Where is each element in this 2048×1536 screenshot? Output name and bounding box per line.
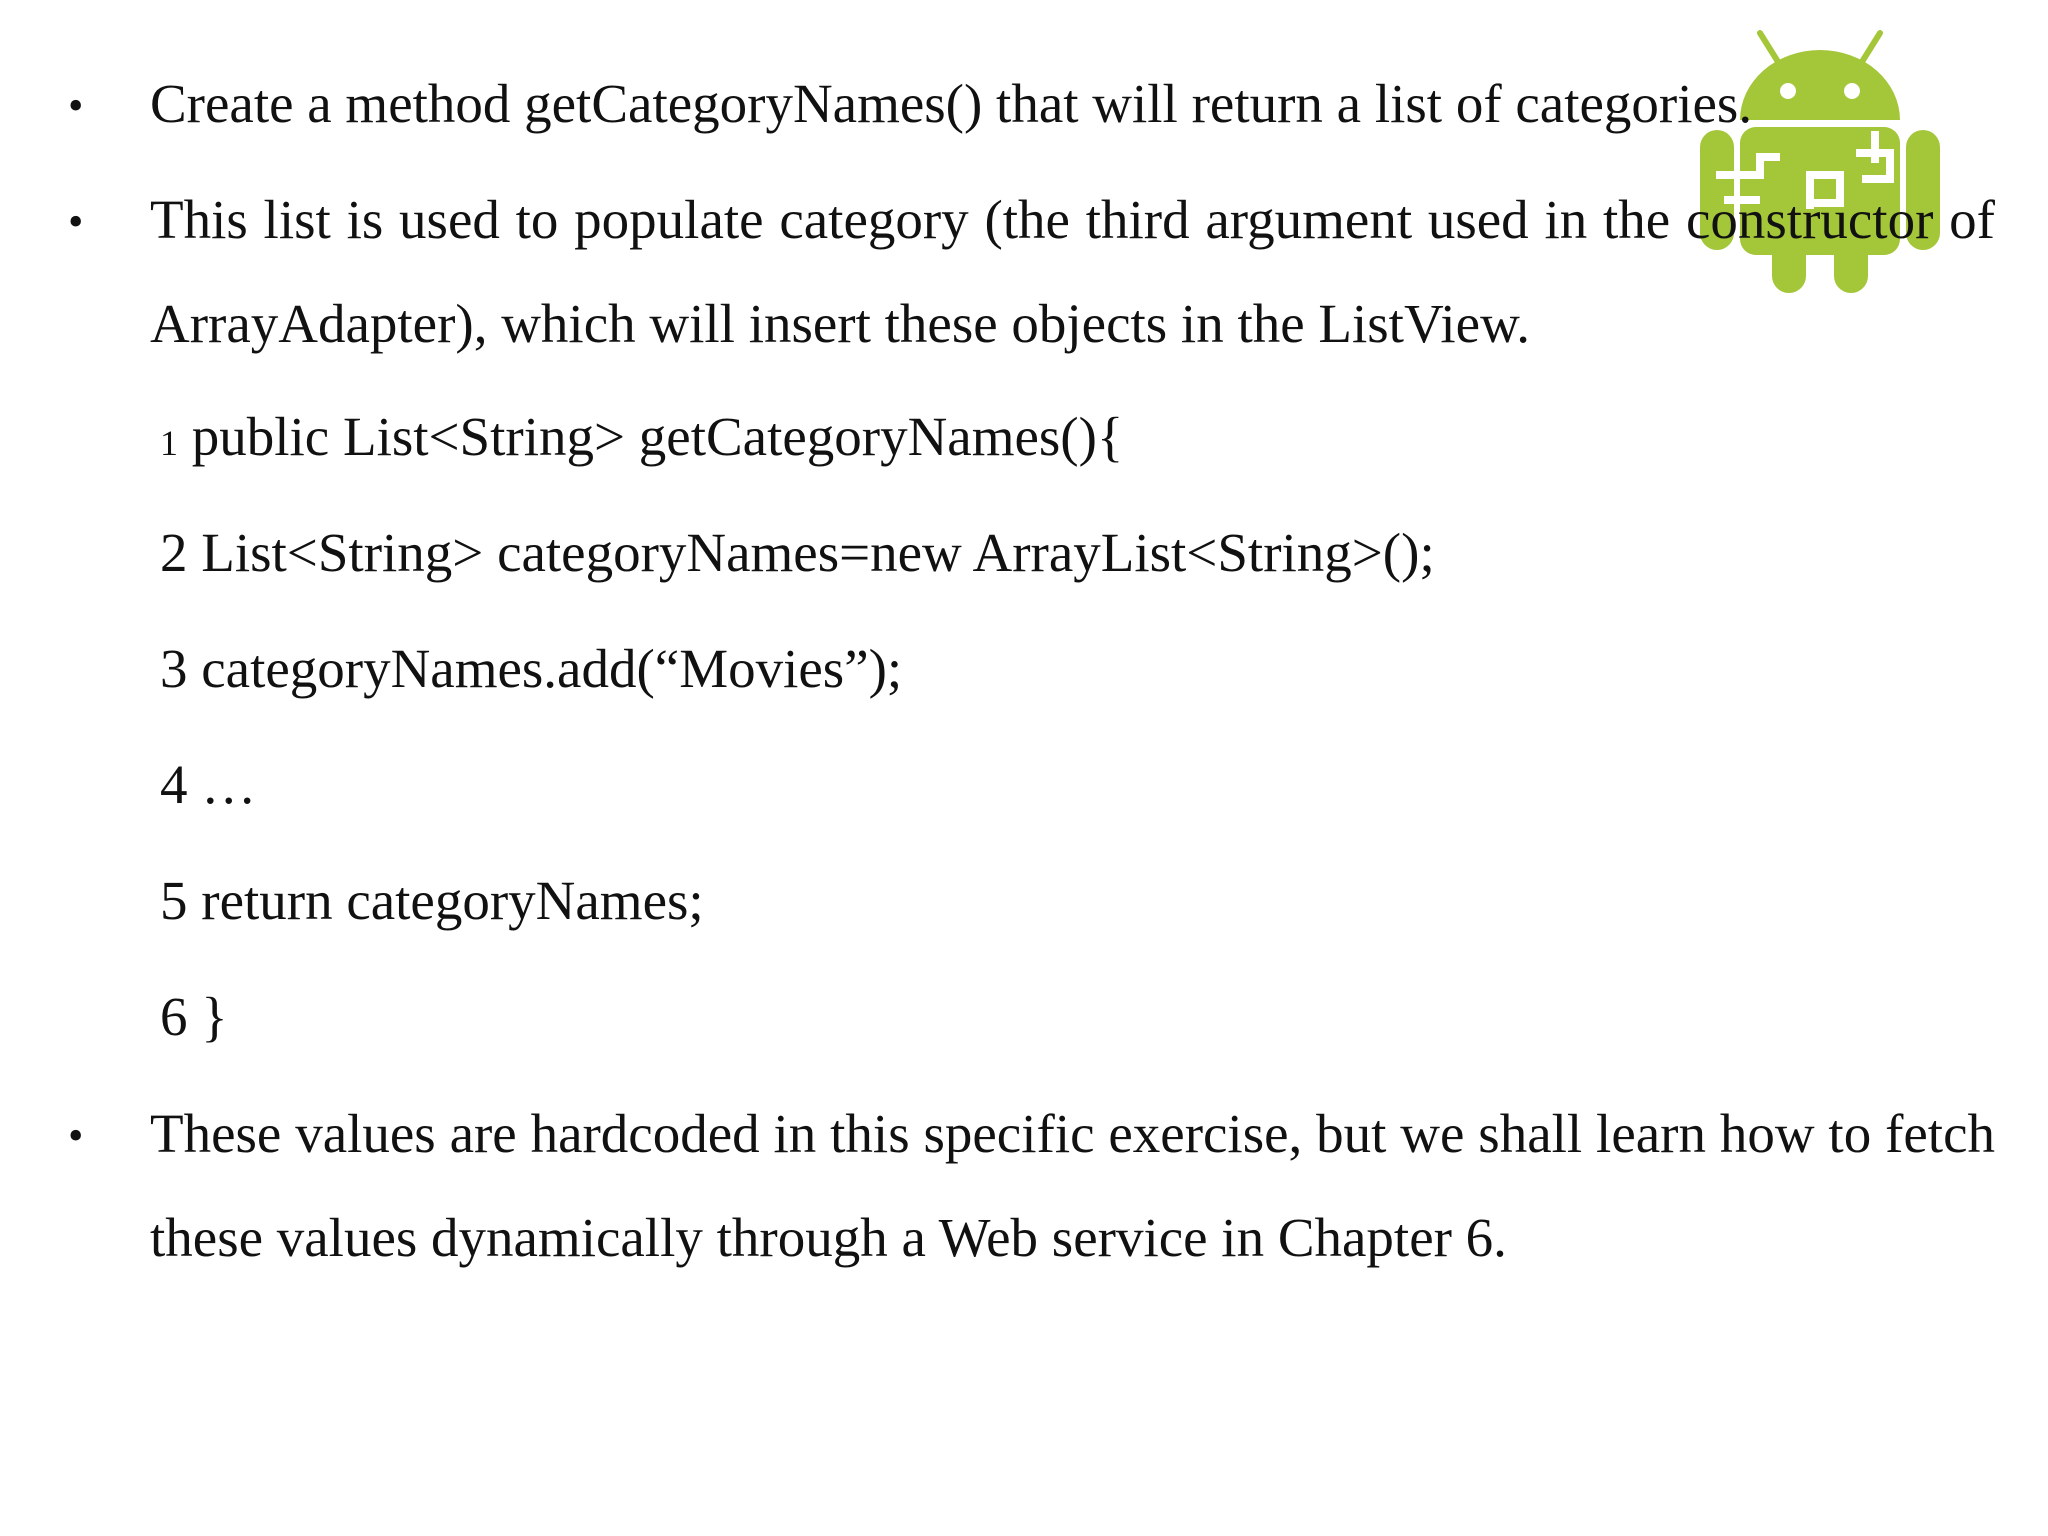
code-line-text: categoryNames.add(“Movies”); (201, 638, 903, 699)
code-line-number: 2 (160, 522, 188, 583)
code-line-3 (160, 637, 902, 701)
bullet-text-1: Create a method getCategoryNames() that will return a list of categories. (150, 73, 1753, 134)
bullet-text-2: This list is used to populate category (the third argument used in the constructor of ArrayAdapter), which will insert these objects in the ListView. (150, 189, 1995, 354)
code-line-6 (160, 985, 228, 1049)
code-line-4 (160, 753, 256, 817)
code-line-number: 4 (160, 754, 188, 815)
bullet-dot: • (68, 81, 84, 130)
bullet-text-3: These values are hardcoded in this specific exercise, but we shall learn how to fetch these values dynamically through a Web service in Chapter 6. (150, 1103, 1995, 1268)
code-line-text: List<String> categoryNames=new ArrayList<String>(); (201, 522, 1435, 583)
code-line-5 (160, 869, 704, 933)
code-line-text: public List<String> getCategoryNames(){ (191, 406, 1124, 467)
code-line-1 (160, 405, 1123, 475)
code-line-number: 1 (160, 423, 178, 463)
code-line-number: 5 (160, 870, 188, 931)
code-line-number: 3 (160, 638, 188, 699)
code-line-text: } (201, 986, 228, 1047)
bullet-dot: • (68, 1111, 84, 1160)
code-line-text: return categoryNames; (201, 870, 704, 931)
bullet-dot: • (68, 197, 84, 246)
code-line-number: 6 (160, 986, 188, 1047)
code-line-2 (160, 521, 1435, 585)
code-line-text: … (201, 754, 257, 815)
